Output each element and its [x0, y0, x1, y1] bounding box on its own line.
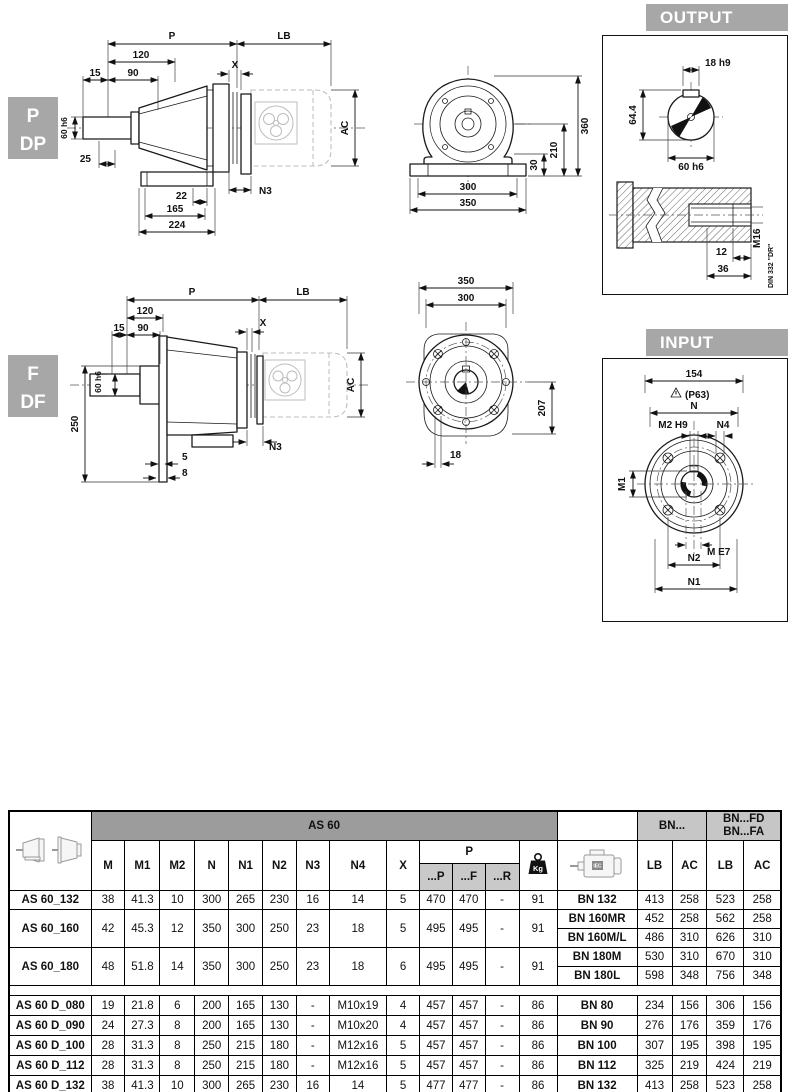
dimension-cell: 86 — [519, 1036, 557, 1056]
bn-dimension-cell: 258 — [672, 1076, 707, 1092]
bn-dimension-cell: 195 — [672, 1036, 707, 1056]
dimension-cell: 470 — [452, 891, 485, 910]
dim-ac: AC — [340, 120, 351, 136]
dimension-cell: 14 — [329, 1076, 386, 1092]
mount-badge-f-df — [8, 355, 58, 417]
dimension-cell: 215 — [229, 1036, 263, 1056]
dimension-cell: 470 — [419, 891, 452, 910]
dim-30: 30 — [529, 159, 540, 171]
bn-dimension-cell: 310 — [744, 929, 781, 948]
subcol-f: ...F — [452, 864, 485, 891]
bn-dimension-cell: 307 — [637, 1036, 672, 1056]
bn-motor-name-cell: BN 112 — [557, 1056, 637, 1076]
bn-dimension-cell: 670 — [707, 948, 744, 967]
dimension-cell: 250 — [262, 948, 296, 986]
dim-din: DIN 332 "DR" — [768, 243, 775, 288]
dim-lb: LB — [277, 31, 291, 42]
bn-dimension-cell: 413 — [637, 1076, 672, 1092]
dimension-cell: M10x19 — [329, 996, 386, 1016]
col-header-n4: N4 — [329, 841, 386, 891]
dimension-cell: 5 — [387, 1076, 420, 1092]
bn-dimension-cell: 413 — [637, 891, 672, 910]
subcol-p: ...P — [419, 864, 452, 891]
dimension-cell: 477 — [419, 1076, 452, 1092]
dim-120: 120 — [136, 306, 154, 317]
dimension-cell: 28 — [91, 1036, 125, 1056]
bn-motor-name-cell: BN 160M/L — [557, 929, 637, 948]
dimension-cell: 230 — [262, 1076, 296, 1092]
bn-dimension-cell: 258 — [744, 891, 781, 910]
badge-line: F — [27, 364, 39, 385]
dimension-cell: 86 — [519, 996, 557, 1016]
bn-dimension-cell: 530 — [637, 948, 672, 967]
dimension-cell: 457 — [419, 1016, 452, 1036]
dim-250: 250 — [70, 415, 81, 433]
dimension-cell: 45.3 — [125, 910, 160, 948]
model-name-cell: AS 60_132 — [9, 891, 91, 910]
bn-dimension-cell: 219 — [672, 1056, 707, 1076]
table-row — [9, 996, 781, 1016]
dimension-cell: 165 — [229, 1016, 263, 1036]
bn-dimension-cell: 310 — [672, 948, 707, 967]
dim-n2: N2 — [687, 553, 701, 564]
model-name-cell: AS 60 D_112 — [9, 1056, 91, 1076]
dim-shaft: 60 h6 — [59, 117, 69, 139]
dim-n: N — [690, 401, 698, 412]
bn-motor-name-cell: BN 132 — [557, 891, 637, 910]
dimension-cell: 457 — [452, 1016, 485, 1036]
dimension-cell: 265 — [229, 1076, 263, 1092]
dim-thread: M16 — [752, 228, 763, 248]
bn-motor-name-cell: BN 180L — [557, 967, 637, 986]
col-header-m1: M1 — [125, 841, 160, 891]
bn-dimension-cell: 424 — [707, 1056, 744, 1076]
output-detail-drawing — [603, 36, 787, 294]
dimension-cell: 18 — [329, 910, 386, 948]
dim-644: 64.4 — [628, 105, 639, 125]
dimension-cell: 91 — [519, 891, 557, 910]
bn-col-header-ac: AC — [672, 841, 707, 891]
dimension-cell: 8 — [160, 1016, 195, 1036]
dim-key: 18 h9 — [705, 58, 731, 69]
dim-350: 350 — [459, 198, 477, 209]
badge-line: DF — [20, 391, 46, 413]
model-name-cell: AS 60 D_080 — [9, 996, 91, 1016]
table-title: AS 60 — [91, 811, 557, 841]
dimension-cell: 495 — [452, 910, 485, 948]
dimension-cell: - — [296, 996, 329, 1016]
bn-dimension-cell: 486 — [637, 929, 672, 948]
dimension-cell: - — [296, 1036, 329, 1056]
dim-90: 90 — [137, 323, 149, 334]
dimension-cell: 457 — [452, 996, 485, 1016]
dimension-cell: - — [485, 891, 519, 910]
dimension-cell: 42 — [91, 910, 125, 948]
dim-m1: M1 — [617, 477, 628, 491]
dimension-cell: M12x16 — [329, 1036, 386, 1056]
dimension-cell: - — [485, 1036, 519, 1056]
dim-lb: LB — [296, 287, 310, 298]
table-row — [9, 948, 781, 967]
weight-column-header — [519, 841, 557, 891]
model-name-cell: AS 60_160 — [9, 910, 91, 948]
dimension-cell: 495 — [452, 948, 485, 986]
iec-motor-icon — [566, 846, 628, 882]
dimension-cell: 23 — [296, 910, 329, 948]
dim-n4: N4 — [716, 420, 730, 431]
dim-15: 15 — [89, 68, 101, 79]
col-header-m: M — [91, 841, 125, 891]
bn-fa-label: BN...FA — [723, 826, 765, 838]
kg-label: Kg — [533, 864, 544, 873]
bn-fdfa-group-header — [707, 811, 781, 841]
dimension-cell: 250 — [195, 1036, 229, 1056]
dimension-cell: 265 — [229, 891, 263, 910]
dimension-cell: 38 — [91, 1076, 125, 1092]
dim-m2: M2 H9 — [658, 420, 688, 431]
dim-p: P — [188, 287, 196, 298]
dimension-cell: 14 — [329, 891, 386, 910]
dimension-cell: 12 — [160, 910, 195, 948]
dim-36: 36 — [717, 264, 729, 275]
bn-dimension-cell: 258 — [672, 891, 707, 910]
dimension-cell: 350 — [195, 948, 229, 986]
dimension-cell: 23 — [296, 948, 329, 986]
dimension-cell: 28 — [91, 1056, 125, 1076]
table-body — [9, 891, 781, 1092]
bn-dimension-cell: 325 — [637, 1056, 672, 1076]
dimension-cell: - — [485, 948, 519, 986]
bn-dimension-cell: 348 — [672, 967, 707, 986]
dimension-cell: 8 — [160, 1036, 195, 1056]
dimension-cell: 350 — [195, 910, 229, 948]
input-detail-drawing — [603, 359, 787, 621]
table-row — [9, 891, 781, 910]
dimension-cell: 300 — [195, 1076, 229, 1092]
col-header-n1: N1 — [229, 841, 263, 891]
dimension-cell: - — [485, 996, 519, 1016]
fdf-side-drawing — [55, 278, 405, 523]
col-header-n3: N3 — [296, 841, 329, 891]
col-header-n2: N2 — [262, 841, 296, 891]
dimension-cell: 41.3 — [125, 1076, 160, 1092]
dim-224: 224 — [168, 220, 186, 231]
dim-300: 300 — [457, 293, 475, 304]
dimension-cell: 31.3 — [125, 1056, 160, 1076]
dim-90: 90 — [127, 68, 139, 79]
dimension-cell: 457 — [419, 1036, 452, 1056]
pdp-front-drawing — [398, 62, 598, 222]
dimension-cell: 10 — [160, 891, 195, 910]
pdp-side-drawing — [55, 22, 405, 262]
bn-motor-name-cell: BN 90 — [557, 1016, 637, 1036]
dimension-cell: 86 — [519, 1076, 557, 1092]
dim-15: 15 — [113, 323, 125, 334]
model-name-cell: AS 60 D_132 — [9, 1076, 91, 1092]
bn-motor-name-cell: BN 80 — [557, 996, 637, 1016]
bn-motor-name-cell: BN 100 — [557, 1036, 637, 1056]
bn-dimension-cell: 523 — [707, 1076, 744, 1092]
dimension-cell: 4 — [387, 996, 420, 1016]
dimension-cell: 457 — [419, 1056, 452, 1076]
dim-210: 210 — [549, 141, 560, 159]
bn-dimension-cell: 523 — [707, 891, 744, 910]
dimension-cell: 31.3 — [125, 1036, 160, 1056]
dimension-cell: 457 — [419, 996, 452, 1016]
bn-col-header-lb: LB — [637, 841, 672, 891]
bn-dimension-cell: 219 — [744, 1056, 781, 1076]
dimension-cell: 91 — [519, 948, 557, 986]
gearbox-mini-icons — [14, 829, 86, 871]
dimension-cell: M12x16 — [329, 1056, 386, 1076]
dimension-cell: 5 — [387, 891, 420, 910]
dimension-cell: - — [296, 1016, 329, 1036]
dimension-cell: 300 — [195, 891, 229, 910]
model-name-cell: AS 60 D_090 — [9, 1016, 91, 1036]
dim-25: 25 — [79, 154, 91, 165]
dimension-cell: 495 — [419, 910, 452, 948]
dim-360: 360 — [580, 117, 591, 135]
group-separator — [9, 986, 781, 996]
dimension-cell: 38 — [91, 891, 125, 910]
bn-fd-label: BN...FD — [722, 813, 765, 826]
bn-dimension-cell: 598 — [637, 967, 672, 986]
dim-x: X — [231, 60, 239, 71]
bnfd-col-header-ac: AC — [744, 841, 781, 891]
dimension-cell: 180 — [262, 1056, 296, 1076]
dim-8: 8 — [182, 468, 188, 479]
table-row — [9, 1016, 781, 1036]
bn-dimension-cell: 176 — [744, 1016, 781, 1036]
dimension-cell: 91 — [519, 910, 557, 948]
dim-165: 165 — [166, 204, 184, 215]
dim-207: 207 — [537, 399, 548, 417]
dimension-cell: 477 — [452, 1076, 485, 1092]
dimension-cell: 24 — [91, 1016, 125, 1036]
dim-p: P — [168, 31, 176, 42]
dimension-cell: 457 — [452, 1036, 485, 1056]
dimension-cell: 27.3 — [125, 1016, 160, 1036]
p-group-header: P — [419, 841, 519, 864]
dimension-cell: 5 — [387, 910, 420, 948]
dimension-cell: 130 — [262, 996, 296, 1016]
fdf-front-drawing — [398, 272, 598, 477]
dim-p63: (P63) — [685, 390, 710, 401]
bn-dimension-cell: 306 — [707, 996, 744, 1016]
dim-154: 154 — [685, 369, 703, 380]
dimension-cell: 19 — [91, 996, 125, 1016]
badge-line: P — [26, 106, 40, 127]
dimension-cell: 8 — [160, 1056, 195, 1076]
mount-badge-p-dp — [8, 97, 58, 159]
dimension-cell: 5 — [387, 1036, 420, 1056]
dimension-cell: 300 — [229, 910, 263, 948]
dimension-cell: 130 — [262, 1016, 296, 1036]
dimension-cell: 250 — [195, 1056, 229, 1076]
bn-dimension-cell: 348 — [744, 967, 781, 986]
dimension-cell: 48 — [91, 948, 125, 986]
bn-dimension-cell: 258 — [672, 910, 707, 929]
dimension-cell: 86 — [519, 1056, 557, 1076]
dim-5: 5 — [182, 452, 188, 463]
bn-dimension-cell: 276 — [637, 1016, 672, 1036]
dimension-cell: 5 — [387, 1056, 420, 1076]
iec-motor-cell — [557, 841, 637, 891]
col-header-m2: M2 — [160, 841, 195, 891]
dimension-cell: 86 — [519, 1016, 557, 1036]
dimension-cell: 16 — [296, 1076, 329, 1092]
bn-dimension-cell: 195 — [744, 1036, 781, 1056]
dimension-cell: - — [485, 910, 519, 948]
dim-shaft: 60 h6 — [93, 371, 103, 393]
bn-dimension-cell: 756 — [707, 967, 744, 986]
dimension-cell: 6 — [387, 948, 420, 986]
bnfd-col-header-lb: LB — [707, 841, 744, 891]
dimension-cell: 215 — [229, 1056, 263, 1076]
dim-350: 350 — [457, 276, 475, 287]
dim-ac: AC — [346, 377, 357, 393]
output-section-label: OUTPUT — [646, 4, 788, 31]
iec-label: IEC — [593, 863, 602, 870]
dimension-table — [8, 810, 782, 1092]
dim-12: 12 — [715, 247, 727, 258]
dim-22: 22 — [175, 191, 187, 202]
dim-n3: N3 — [269, 442, 282, 453]
col-header-x: X — [387, 841, 420, 891]
model-name-cell: AS 60_180 — [9, 948, 91, 986]
bn-dimension-cell: 562 — [707, 910, 744, 929]
model-name-cell: AS 60 D_100 — [9, 1036, 91, 1056]
bn-dimension-cell: 398 — [707, 1036, 744, 1056]
bn-dimension-cell: 310 — [744, 948, 781, 967]
dimension-cell: 300 — [229, 948, 263, 986]
dimension-cell: 200 — [195, 1016, 229, 1036]
dimension-cell: 200 — [195, 996, 229, 1016]
output-panel — [602, 35, 788, 295]
bn-dimension-cell: 258 — [744, 910, 781, 929]
dimension-cell: 4 — [387, 1016, 420, 1036]
bn-spacer-cell — [557, 811, 637, 841]
table-row — [9, 910, 781, 929]
dimension-cell: 51.8 — [125, 948, 160, 986]
dimension-cell: 41.3 — [125, 891, 160, 910]
dimension-cell: 18 — [329, 948, 386, 986]
bn-dimension-cell: 310 — [672, 929, 707, 948]
bn-dimension-cell: 176 — [672, 1016, 707, 1036]
table-row — [9, 1036, 781, 1056]
bn-group-header: BN... — [637, 811, 707, 841]
dimension-cell: M10x20 — [329, 1016, 386, 1036]
bn-dimension-cell: 156 — [672, 996, 707, 1016]
bn-dimension-cell: 258 — [744, 1076, 781, 1092]
input-section-label: INPUT — [646, 329, 788, 356]
table-row — [9, 1076, 781, 1092]
bn-dimension-cell: 359 — [707, 1016, 744, 1036]
table-row — [9, 1056, 781, 1076]
bn-dimension-cell: 626 — [707, 929, 744, 948]
dimension-cell: - — [296, 1056, 329, 1076]
dimension-cell: 21.8 — [125, 996, 160, 1016]
bn-dimension-cell: 156 — [744, 996, 781, 1016]
dimension-cell: 230 — [262, 891, 296, 910]
dim-300: 300 — [459, 182, 477, 193]
dimension-cell: 180 — [262, 1036, 296, 1056]
dimension-cell: 165 — [229, 996, 263, 1016]
input-panel — [602, 358, 788, 622]
subcol-r: ...R — [485, 864, 519, 891]
dim-n3: N3 — [259, 186, 272, 197]
bn-motor-name-cell: BN 180M — [557, 948, 637, 967]
dimension-cell: 14 — [160, 948, 195, 986]
dim-n1: N1 — [687, 577, 701, 588]
dimension-cell: 457 — [452, 1056, 485, 1076]
col-header-n: N — [195, 841, 229, 891]
bn-dimension-cell: 452 — [637, 910, 672, 929]
dim-m: M E7 — [707, 547, 731, 558]
dimension-cell: 16 — [296, 891, 329, 910]
dimension-cell: - — [485, 1076, 519, 1092]
dim-18: 18 — [450, 450, 462, 461]
dimension-cell: 6 — [160, 996, 195, 1016]
dimension-cell: 250 — [262, 910, 296, 948]
dim-shaft: 60 h6 — [678, 162, 704, 173]
dimension-cell: - — [485, 1016, 519, 1036]
bn-motor-name-cell: BN 160MR — [557, 910, 637, 929]
dim-120: 120 — [132, 50, 150, 61]
bn-dimension-cell: 234 — [637, 996, 672, 1016]
badge-line: DP — [19, 133, 47, 155]
gearbox-icons-cell — [9, 811, 91, 891]
bn-motor-name-cell: BN 132 — [557, 1076, 637, 1092]
dim-x: X — [259, 318, 267, 329]
dimension-cell: 10 — [160, 1076, 195, 1092]
kg-weight-icon — [527, 852, 549, 876]
dimension-cell: 495 — [419, 948, 452, 986]
dimension-cell: - — [485, 1056, 519, 1076]
